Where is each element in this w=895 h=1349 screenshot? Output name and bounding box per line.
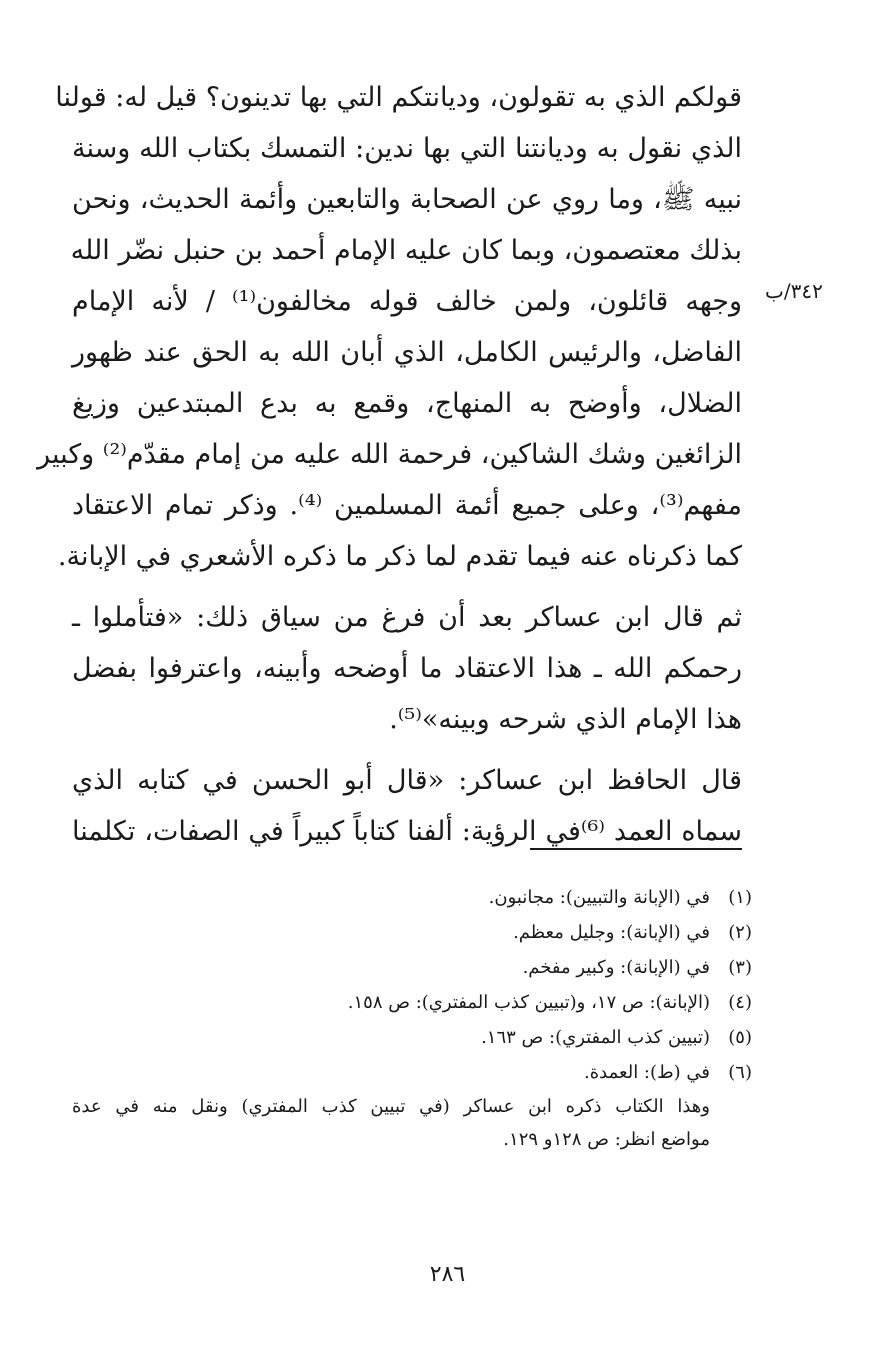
footnote-text: في (الإبانة): وجليل معظم. — [513, 922, 710, 943]
text-line: سماه العمد ⁽⁶⁾في الرؤية: ألفنا كتاباً كبيراً في الصفات، تكلمنا — [72, 816, 742, 847]
text-line: هذا الإمام الذي شرحه وبينه»⁽⁵⁾. — [389, 704, 742, 735]
footnote-number: (٣) — [728, 957, 752, 978]
footnote-text: (الإبانة): ص ١٧، و(تبيين كذب المفتري): ص ١٥٨. — [347, 992, 710, 1013]
text-line: نبيه ﷺ، وما روي عن الصحابة والتابعين وأئمة الحديث، ونحن — [72, 184, 742, 215]
footnote-number: (٢) — [728, 922, 752, 943]
text-line: قولكم الذي به تقولون، وديانتكم التي بها تدينون؟ قيل له: قولنا — [55, 82, 742, 113]
text-line: الذي نقول به وديانتنا التي بها ندين: التمسك بكتاب الله وسنة — [72, 133, 742, 164]
footnote-text: في (الإبانة): وكبير مفخم. — [522, 957, 710, 978]
paragraph-3 — [72, 755, 742, 857]
text-line: ثم قال ابن عساكر بعد أن فرغ من سياق ذلك: «فتأملوا ـ — [72, 602, 742, 633]
paragraph-2 — [72, 592, 742, 745]
paragraph-gap — [72, 745, 742, 755]
page-number: ٢٨٦ — [429, 1262, 466, 1287]
text-line: الضلال، وأوضح به المنهاج، وقمع به بدع المبتدعين وزيغ — [72, 388, 742, 419]
footnote-number: (٦) — [728, 1062, 752, 1083]
main-text — [37, 72, 742, 857]
text-line: بذلك معتصمون، وبما كان عليه الإمام أحمد بن حنبل نضّر الله — [70, 235, 742, 266]
footnote-1 — [72, 880, 752, 915]
text-line: وجهه قائلون، ولمن خالف قوله مخالفون⁽¹⁾ / لأنه الإمام — [72, 286, 742, 317]
footnote-text: في (ط): العمدة. — [584, 1062, 710, 1083]
text-line: رحمكم الله ـ هذا الاعتقاد ما أوضحه وأبينه، واعترفوا بفضل — [72, 653, 742, 684]
footnote-4 — [72, 985, 752, 1020]
text-line: قال الحافظ ابن عساكر: «قال أبو الحسن في كتابه الذي — [72, 765, 742, 796]
text-line: كما ذكرناه عنه فيما تقدم لما ذكر ما ذكره الأشعري في الإبانة. — [57, 541, 742, 572]
footnote-separator — [530, 848, 742, 850]
footnote-2 — [72, 915, 752, 950]
footnote-number: (١) — [728, 887, 752, 908]
manuscript-folio-marker: ٣٤٢/ب — [765, 279, 823, 303]
footnote-number: (٤) — [728, 992, 752, 1013]
footnote-text: (تبيين كذب المفتري): ص ١٦٣. — [481, 1027, 710, 1048]
paragraph-gap — [72, 582, 742, 592]
footnote-text: في (الإبانة والتبيين): مجانبون. — [488, 887, 710, 908]
footnote-number: (٥) — [728, 1027, 752, 1048]
paragraph-1 — [37, 72, 742, 582]
text-line: الزائغين وشك الشاكين، فرحمة الله عليه من إمام مقدّم⁽²⁾ وكبير — [37, 439, 742, 470]
footnote-3 — [72, 950, 752, 985]
footnote-6-continuation: مواضع انظر: ص ١٢٨و ١٢٩. — [503, 1129, 710, 1150]
footnote-6-continuation: وهذا الكتاب ذكره ابن عساكر (في تبيين كذب المفتري) ونقل منه في عدة — [72, 1096, 710, 1117]
text-line: الفاضل، والرئيس الكامل، الذي أبان الله به الحق عند ظهور — [72, 337, 742, 368]
footnote-5 — [72, 1020, 752, 1055]
footnote-6 — [72, 1055, 752, 1090]
text-line: مفهم⁽³⁾، وعلى جميع أئمة المسلمين ⁽⁴⁾. وذكر تمام الاعتقاد — [72, 490, 742, 521]
footnotes — [72, 880, 752, 1156]
